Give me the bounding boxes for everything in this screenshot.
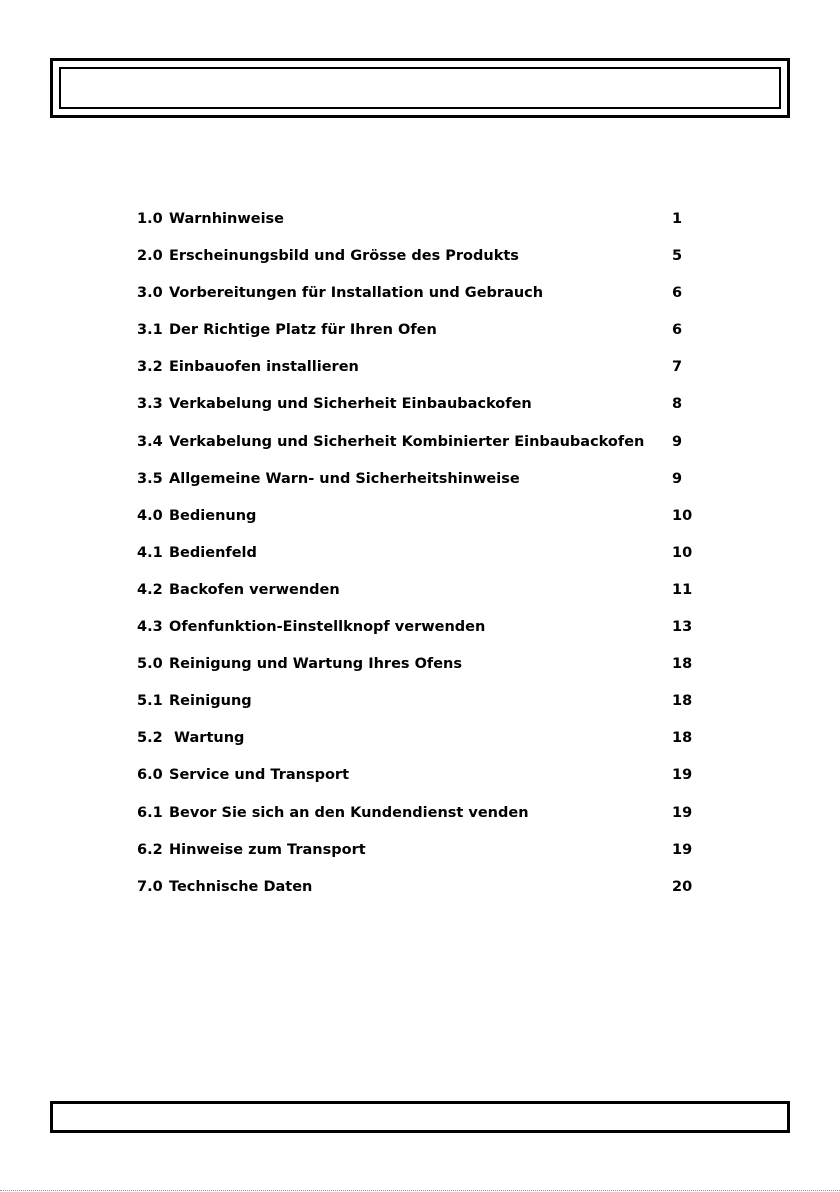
toc-entry-number: 3.3 xyxy=(137,396,163,413)
toc-entry-page: 8 xyxy=(672,396,683,413)
toc-entry-page: 13 xyxy=(672,619,693,636)
toc-entry-title: Vorbereitungen für Installation und Gebrauch xyxy=(169,285,544,302)
footer-frame xyxy=(50,1101,790,1133)
toc-entry-title: Bevor Sie sich an den Kundendienst venden xyxy=(169,804,529,821)
toc-entry-page: 5 xyxy=(672,248,683,265)
toc-entry xyxy=(137,572,717,609)
toc-entry-number: 3.1 xyxy=(137,322,163,339)
toc-entry xyxy=(137,386,717,423)
toc-entry-number: 5.1 xyxy=(137,693,163,710)
toc-entry-title: Bedienung xyxy=(169,507,257,524)
toc-entry-title: Technische Daten xyxy=(169,878,313,895)
toc-entry xyxy=(137,535,717,572)
toc-entry-number: 4.1 xyxy=(137,544,163,561)
toc-entry-title: Der Richtige Platz für Ihren Ofen xyxy=(169,322,437,339)
toc-entry-page: 19 xyxy=(672,767,693,784)
toc-entry xyxy=(137,424,717,461)
toc-entry-page: 9 xyxy=(672,470,683,487)
toc-entry xyxy=(137,832,717,869)
toc-entry-number: 3.0 xyxy=(137,285,163,302)
toc-entry xyxy=(137,757,717,794)
toc-entry-title: Reinigung und Wartung Ihres Ofens xyxy=(169,656,463,673)
toc-entry xyxy=(137,461,717,498)
toc-entry-title: Bedienfeld xyxy=(169,544,257,561)
toc-entry xyxy=(137,238,717,275)
toc-entry-title: Reinigung xyxy=(169,693,252,710)
toc-entry-number: 6.0 xyxy=(137,767,163,784)
toc-entry-title: Warnhinweise xyxy=(169,211,285,227)
toc-entry xyxy=(137,275,717,312)
toc-entry xyxy=(137,720,717,757)
toc-entry-title: Verkabelung und Sicherheit Einbaubackofen xyxy=(169,396,532,413)
toc-entry-number: 5.2 xyxy=(137,730,163,747)
page-bottom-rule xyxy=(0,1190,840,1191)
toc-entry xyxy=(137,869,717,906)
toc-entry-title: Erscheinungsbild und Grösse des Produkts xyxy=(169,248,519,265)
toc-entry-page: 6 xyxy=(672,322,683,339)
toc-entry-number: 3.4 xyxy=(137,433,163,450)
table-of-contents xyxy=(137,201,717,906)
toc-entry xyxy=(137,349,717,386)
toc-entry-page: 19 xyxy=(672,841,693,858)
toc-entry-page: 10 xyxy=(672,507,693,524)
header-frame xyxy=(50,58,790,118)
toc-entry-title: Allgemeine Warn- und Sicherheitshinweise xyxy=(169,470,520,487)
toc-entry-number: 4.3 xyxy=(137,619,163,636)
toc-entry-title: Wartung xyxy=(169,730,245,747)
toc-entry-page: 18 xyxy=(672,730,693,747)
toc-entry-page: 18 xyxy=(672,656,693,673)
toc-entry-page: 7 xyxy=(672,359,683,376)
toc-entry-title: Ofenfunktion-Einstellknopf verwenden xyxy=(169,619,486,636)
toc-entry-page: 19 xyxy=(672,804,693,821)
toc-entry-number: 1.0 xyxy=(137,211,163,227)
toc-entry-title: Hinweise zum Transport xyxy=(169,841,366,858)
toc-entry xyxy=(137,201,717,238)
toc-entry xyxy=(137,683,717,720)
toc-entry-number: 5.0 xyxy=(137,656,163,673)
toc-entry-page: 11 xyxy=(672,581,693,598)
toc-entry-number: 7.0 xyxy=(137,878,163,895)
toc-entry-page: 6 xyxy=(672,285,683,302)
toc-entry-number: 3.2 xyxy=(137,359,163,376)
toc-entry xyxy=(137,646,717,683)
toc-entry-page: 1 xyxy=(672,211,683,227)
header-inner-frame xyxy=(59,67,781,109)
toc-entry-number: 6.2 xyxy=(137,841,163,858)
toc-entry-title: Service und Transport xyxy=(169,767,350,784)
toc-entry-page: 18 xyxy=(672,693,693,710)
toc-entry xyxy=(137,312,717,349)
toc-entry-page: 9 xyxy=(672,433,683,450)
toc-entry xyxy=(137,498,717,535)
toc-entry-number: 6.1 xyxy=(137,804,163,821)
toc-entry-page: 20 xyxy=(672,878,693,895)
toc-entry-number: 4.0 xyxy=(137,507,163,524)
toc-entry xyxy=(137,795,717,832)
toc-entry-number: 2.0 xyxy=(137,248,163,265)
toc-entry-title: Backofen verwenden xyxy=(169,581,340,598)
toc-entry-title: Verkabelung und Sicherheit Kombinierter Einbaubackofen xyxy=(169,433,645,450)
toc-entry xyxy=(137,609,717,646)
toc-entry-number: 4.2 xyxy=(137,581,163,598)
toc-entry-page: 10 xyxy=(672,544,693,561)
toc-entry-title: Einbauofen installieren xyxy=(169,359,359,376)
toc-entry-number: 3.5 xyxy=(137,470,163,487)
